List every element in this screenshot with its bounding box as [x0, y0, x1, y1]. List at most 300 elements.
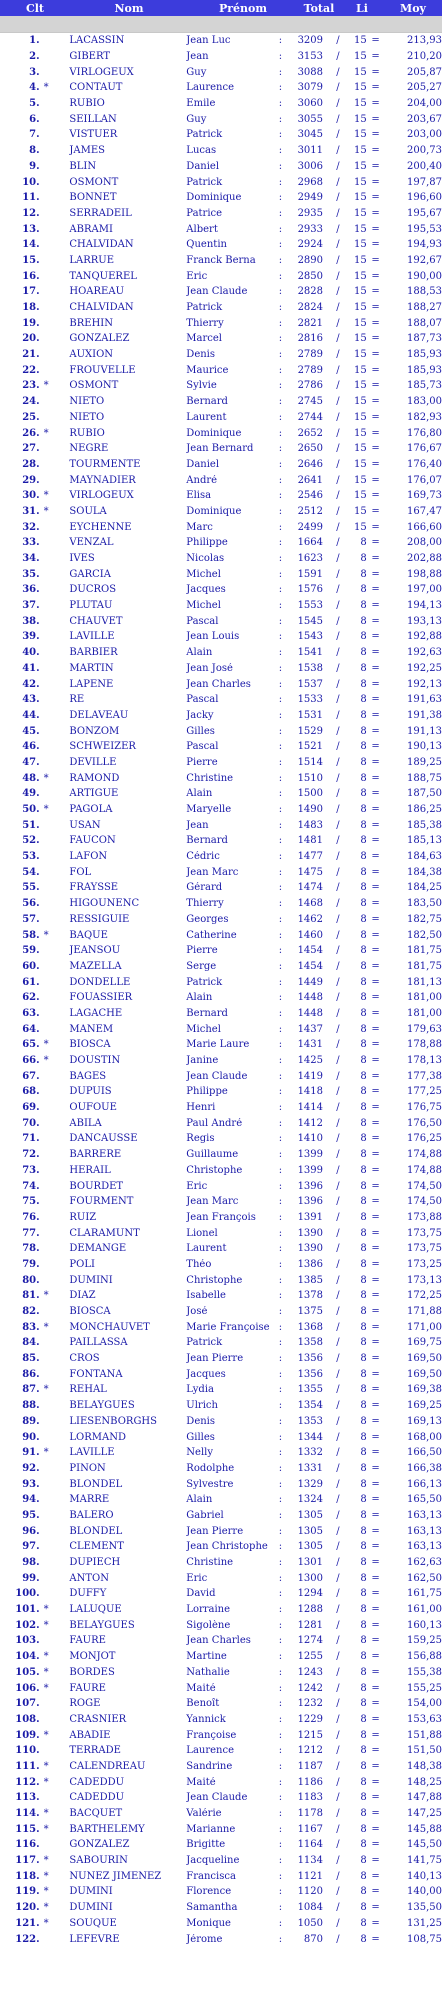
- table-row: [0, 566, 442, 582]
- total-cell: 1521: [297, 741, 324, 753]
- slash-separator: /: [336, 913, 340, 925]
- female-marker: *: [43, 1886, 49, 1898]
- rank-cell: 25.: [22, 411, 40, 423]
- prenom-cell: Nathalie: [186, 1666, 230, 1678]
- total-cell: 3079: [297, 82, 324, 94]
- moy-cell: 165,50: [406, 1494, 442, 1506]
- equals-separator: =: [371, 1619, 380, 1631]
- female-marker: *: [43, 427, 49, 439]
- li-cell: 15: [353, 207, 367, 219]
- prenom-cell: Alain: [186, 992, 213, 1004]
- slash-separator: /: [336, 1604, 340, 1616]
- table-row: [0, 1351, 442, 1367]
- moy-cell: 186,25: [406, 804, 442, 816]
- rank-cell: 3.: [29, 66, 40, 78]
- slash-separator: /: [336, 1682, 340, 1694]
- female-marker: *: [43, 1604, 49, 1616]
- prenom-cell: Alain: [186, 647, 213, 659]
- total-cell: 1474: [297, 882, 324, 894]
- nom-cell: BARBIER: [69, 647, 118, 659]
- nom-cell: BONNET: [69, 192, 117, 204]
- rank-cell: 116.: [15, 1839, 40, 1851]
- table-row: [0, 284, 442, 300]
- rank-cell: 78.: [22, 1243, 40, 1255]
- li-cell: 8: [360, 647, 367, 659]
- moy-cell: 178,88: [406, 1039, 442, 1051]
- nom-cell: DUFFY: [69, 1588, 107, 1600]
- nom-cell: PAGOLA: [69, 804, 113, 816]
- li-cell: 15: [353, 239, 367, 251]
- prenom-cell: Samantha: [186, 1902, 238, 1914]
- moy-cell: 198,88: [406, 568, 442, 580]
- total-cell: 2745: [297, 396, 324, 408]
- moy-cell: 169,73: [406, 490, 442, 502]
- total-cell: 1385: [297, 1274, 324, 1286]
- female-marker: *: [43, 1384, 49, 1396]
- equals-separator: =: [371, 1792, 380, 1804]
- colon-separator: :: [278, 1290, 283, 1302]
- table-row: [0, 1806, 442, 1822]
- table-row: [0, 1523, 442, 1539]
- rank-cell: 82.: [22, 1306, 40, 1318]
- colon-separator: :: [278, 1227, 283, 1239]
- table-row: [0, 441, 442, 457]
- slash-separator: /: [336, 1086, 340, 1098]
- total-cell: 1305: [297, 1541, 324, 1553]
- colon-separator: :: [278, 1902, 283, 1914]
- li-cell: 8: [360, 1258, 367, 1270]
- li-cell: 15: [353, 66, 367, 78]
- equals-separator: =: [371, 882, 380, 894]
- rank-cell: 33.: [22, 537, 40, 549]
- table-row: [0, 1319, 442, 1335]
- li-cell: 15: [353, 443, 367, 455]
- moy-cell: 148,25: [406, 1776, 442, 1788]
- colon-separator: :: [278, 1415, 283, 1427]
- total-cell: 2512: [297, 505, 324, 517]
- moy-cell: 151,88: [406, 1729, 442, 1741]
- total-cell: 3011: [297, 145, 324, 157]
- prenom-cell: Patrice: [186, 207, 223, 219]
- female-marker: *: [43, 1619, 49, 1631]
- nom-cell: DUMINI: [69, 1902, 113, 1914]
- equals-separator: =: [371, 1196, 380, 1208]
- moy-cell: 181,75: [406, 945, 442, 957]
- li-cell: 8: [360, 1870, 367, 1882]
- prenom-cell: Laurent: [186, 411, 227, 423]
- nom-cell: BELAYGUES: [69, 1619, 135, 1631]
- moy-cell: 183,00: [406, 396, 442, 408]
- nom-cell: NUNEZ JIMENEZ: [69, 1870, 162, 1882]
- prenom-cell: Quentin: [186, 239, 227, 251]
- moy-cell: 166,38: [406, 1462, 442, 1474]
- rank-cell: 41.: [22, 662, 40, 674]
- equals-separator: =: [371, 804, 380, 816]
- equals-separator: =: [371, 1541, 380, 1553]
- prenom-cell: Laurence: [186, 82, 234, 94]
- nom-cell: CLEMENT: [69, 1541, 124, 1553]
- li-cell: 8: [360, 1855, 367, 1867]
- rank-cell: 92.: [22, 1462, 40, 1474]
- slash-separator: /: [336, 474, 340, 486]
- colon-separator: :: [278, 1321, 283, 1333]
- moy-cell: 178,13: [406, 1055, 442, 1067]
- slash-separator: /: [336, 1870, 340, 1882]
- prenom-cell: Jean Claude: [186, 286, 248, 298]
- rank-cell: 109.: [15, 1729, 40, 1741]
- colon-separator: :: [278, 35, 283, 47]
- female-marker: *: [43, 1039, 49, 1051]
- table-row: [0, 1476, 442, 1492]
- nom-cell: BARTHELEMY: [69, 1823, 145, 1835]
- rank-cell: 89.: [22, 1415, 40, 1427]
- equals-separator: =: [371, 443, 380, 455]
- total-cell: 1418: [297, 1086, 324, 1098]
- female-marker: *: [43, 1823, 49, 1835]
- nom-cell: BACQUET: [69, 1808, 123, 1820]
- table-row: [0, 786, 442, 802]
- slash-separator: /: [336, 1431, 340, 1443]
- moy-cell: 185,38: [406, 819, 442, 831]
- colon-separator: :: [278, 1823, 283, 1835]
- slash-separator: /: [336, 851, 340, 863]
- equals-separator: =: [371, 929, 380, 941]
- moy-cell: 174,88: [406, 1164, 442, 1176]
- moy-cell: 184,38: [406, 866, 442, 878]
- total-cell: 2821: [297, 317, 324, 329]
- moy-cell: 205,27: [406, 82, 442, 94]
- table-row: [0, 49, 442, 65]
- li-cell: 8: [360, 788, 367, 800]
- prenom-cell: Maryelle: [186, 804, 232, 816]
- total-cell: 1454: [297, 945, 324, 957]
- li-cell: 8: [360, 1886, 367, 1898]
- total-cell: 1460: [297, 929, 324, 941]
- total-cell: 1167: [297, 1823, 324, 1835]
- table-row: [0, 1414, 442, 1430]
- slash-separator: /: [336, 270, 340, 282]
- total-cell: 2646: [297, 458, 324, 470]
- rank-cell: 107.: [15, 1698, 40, 1710]
- rank-cell: 64.: [22, 1023, 40, 1035]
- slash-separator: /: [336, 1462, 340, 1474]
- moy-cell: 148,38: [406, 1760, 442, 1772]
- rank-cell: 27.: [22, 443, 40, 455]
- rank-cell: 36.: [22, 584, 40, 596]
- table-row: [0, 1053, 442, 1069]
- li-cell: 8: [360, 1133, 367, 1145]
- table-row: [0, 1037, 442, 1053]
- slash-separator: /: [336, 427, 340, 439]
- prenom-cell: Maité: [186, 1776, 216, 1788]
- li-cell: 15: [353, 270, 367, 282]
- colon-separator: :: [278, 129, 283, 141]
- nom-cell: BIOSCA: [69, 1306, 111, 1318]
- rank-cell: 12.: [22, 207, 40, 219]
- equals-separator: =: [371, 1760, 380, 1772]
- total-cell: 2968: [297, 176, 324, 188]
- rank-cell: 108.: [15, 1713, 40, 1725]
- slash-separator: /: [336, 866, 340, 878]
- equals-separator: =: [371, 490, 380, 502]
- slash-separator: /: [336, 615, 340, 627]
- nom-cell: LAVILLE: [69, 631, 115, 643]
- rank-cell: 112.: [15, 1776, 40, 1788]
- colon-separator: :: [278, 66, 283, 78]
- colon-separator: :: [278, 145, 283, 157]
- moy-cell: 167,47: [406, 505, 442, 517]
- nom-cell: TOURMENTE: [69, 458, 141, 470]
- equals-separator: =: [371, 1007, 380, 1019]
- nom-cell: PAILLASSA: [69, 1337, 128, 1349]
- prenom-cell: Nelly: [186, 1447, 214, 1459]
- table-row: [0, 1304, 442, 1320]
- nom-cell: RUIZ: [69, 1211, 97, 1223]
- colon-separator: :: [278, 1760, 283, 1772]
- prenom-cell: Guy: [186, 66, 207, 78]
- rank-cell: 51.: [22, 819, 40, 831]
- colon-separator: :: [278, 302, 283, 314]
- equals-separator: =: [371, 1698, 380, 1710]
- total-cell: 1386: [297, 1258, 324, 1270]
- total-cell: 1399: [297, 1149, 324, 1161]
- nom-cell: SABOURIN: [69, 1855, 128, 1867]
- li-cell: 15: [353, 302, 367, 314]
- total-cell: 1538: [297, 662, 324, 674]
- prenom-cell: Michel: [186, 568, 221, 580]
- total-cell: 3045: [297, 129, 324, 141]
- total-cell: 1510: [297, 772, 324, 784]
- moy-cell: 195,67: [406, 207, 442, 219]
- moy-cell: 108,75: [406, 1933, 442, 1945]
- nom-cell: LACASSIN: [69, 35, 125, 47]
- moy-cell: 195,53: [406, 223, 442, 235]
- prenom-cell: Lorraine: [186, 1604, 231, 1616]
- slash-separator: /: [336, 647, 340, 659]
- li-cell: 8: [360, 1211, 367, 1223]
- table-row: [0, 159, 442, 175]
- prenom-cell: Sandrine: [186, 1760, 233, 1772]
- colon-separator: :: [278, 615, 283, 627]
- slash-separator: /: [336, 1572, 340, 1584]
- equals-separator: =: [371, 537, 380, 549]
- table-row: [0, 1790, 442, 1806]
- table-row: [0, 582, 442, 598]
- prenom-cell: Lydia: [186, 1384, 214, 1396]
- rank-cell: 71.: [22, 1133, 40, 1145]
- moy-cell: 192,67: [406, 254, 442, 266]
- female-marker: *: [43, 1290, 49, 1302]
- li-cell: 8: [360, 725, 367, 737]
- nom-cell: OSMONT: [69, 380, 119, 392]
- li-cell: 8: [360, 1321, 367, 1333]
- header-li: Li: [356, 1, 368, 15]
- li-cell: 8: [360, 1682, 367, 1694]
- equals-separator: =: [371, 1306, 380, 1318]
- li-cell: 8: [360, 1353, 367, 1365]
- rank-cell: 67.: [22, 1070, 40, 1082]
- total-cell: 1281: [297, 1619, 324, 1631]
- moy-cell: 213,93: [406, 35, 442, 47]
- nom-cell: VENZAL: [69, 537, 114, 549]
- rank-cell: 37.: [22, 600, 40, 612]
- nom-cell: PLUTAU: [69, 600, 113, 612]
- rank-cell: 70.: [22, 1117, 40, 1129]
- rank-cell: 48.: [22, 772, 40, 784]
- slash-separator: /: [336, 82, 340, 94]
- moy-cell: 202,88: [406, 553, 442, 565]
- rank-cell: 13.: [22, 223, 40, 235]
- colon-separator: :: [278, 1102, 283, 1114]
- equals-separator: =: [371, 1321, 380, 1333]
- nom-cell: DUPIECH: [69, 1557, 121, 1569]
- slash-separator: /: [336, 929, 340, 941]
- li-cell: 8: [360, 1808, 367, 1820]
- nom-cell: DELAVEAU: [69, 709, 129, 721]
- rank-cell: 10.: [22, 176, 40, 188]
- rank-cell: 17.: [22, 286, 40, 298]
- rank-cell: 11.: [22, 192, 40, 204]
- rank-cell: 7.: [29, 129, 40, 141]
- colon-separator: :: [278, 1180, 283, 1192]
- prenom-cell: Sylvie: [186, 380, 217, 392]
- nom-cell: LIESENBORGHS: [69, 1415, 158, 1427]
- total-cell: 1243: [297, 1666, 324, 1678]
- total-cell: 2935: [297, 207, 324, 219]
- slash-separator: /: [336, 317, 340, 329]
- prenom-cell: Jacques: [186, 584, 226, 596]
- nom-cell: LAVILLE: [69, 1447, 115, 1459]
- nom-cell: FRAYSSE: [69, 882, 119, 894]
- prenom-cell: Jérome: [186, 1933, 223, 1945]
- table-row: [0, 1163, 442, 1179]
- colon-separator: :: [278, 1243, 283, 1255]
- prenom-cell: Jacques: [186, 1368, 226, 1380]
- table-row: [0, 661, 442, 677]
- total-cell: 1448: [297, 1007, 324, 1019]
- moy-cell: 192,63: [406, 647, 442, 659]
- equals-separator: =: [371, 1745, 380, 1757]
- li-cell: 8: [360, 1290, 367, 1302]
- equals-separator: =: [371, 160, 380, 172]
- nom-cell: NIETO: [69, 411, 105, 423]
- table-row: [0, 1916, 442, 1932]
- rank-cell: 26.: [22, 427, 40, 439]
- rank-cell: 86.: [22, 1368, 40, 1380]
- colon-separator: :: [278, 317, 283, 329]
- colon-separator: :: [278, 1933, 283, 1945]
- rank-cell: 97.: [22, 1541, 40, 1553]
- equals-separator: =: [371, 1509, 380, 1521]
- table-row: [0, 190, 442, 206]
- slash-separator: /: [336, 584, 340, 596]
- equals-separator: =: [371, 1447, 380, 1459]
- nom-cell: SEILLAN: [69, 113, 117, 125]
- table-header: [0, 0, 442, 16]
- slash-separator: /: [336, 1525, 340, 1537]
- nom-cell: LAFON: [69, 851, 108, 863]
- equals-separator: =: [371, 772, 380, 784]
- nom-cell: JAMES: [69, 145, 106, 157]
- rank-cell: 69.: [22, 1102, 40, 1114]
- total-cell: 1425: [297, 1055, 324, 1067]
- slash-separator: /: [336, 945, 340, 957]
- equals-separator: =: [371, 1055, 380, 1067]
- colon-separator: :: [278, 1431, 283, 1443]
- equals-separator: =: [371, 1808, 380, 1820]
- colon-separator: :: [278, 270, 283, 282]
- table-row: [0, 974, 442, 990]
- li-cell: 8: [360, 1619, 367, 1631]
- equals-separator: =: [371, 1839, 380, 1851]
- nom-cell: HIGOUNENC: [69, 898, 140, 910]
- moy-cell: 169,13: [406, 1415, 442, 1427]
- table-row: [0, 1115, 442, 1131]
- moy-cell: 155,25: [406, 1682, 442, 1694]
- nom-cell: GONZALEZ: [69, 333, 130, 345]
- equals-separator: =: [371, 223, 380, 235]
- total-cell: 1344: [297, 1431, 324, 1443]
- prenom-cell: Jean Pierre: [186, 1353, 244, 1365]
- prenom-cell: Pascal: [186, 615, 219, 627]
- rank-cell: 99.: [22, 1572, 40, 1584]
- slash-separator: /: [336, 1164, 340, 1176]
- table-row: [0, 1821, 442, 1837]
- table-row: [0, 1429, 442, 1445]
- moy-cell: 177,38: [406, 1070, 442, 1082]
- moy-cell: 140,13: [406, 1870, 442, 1882]
- table-row: [0, 362, 442, 378]
- total-cell: 1396: [297, 1196, 324, 1208]
- rank-cell: 111.: [15, 1760, 40, 1772]
- rank-cell: 44.: [22, 709, 40, 721]
- total-cell: 870: [303, 1933, 324, 1945]
- female-marker: *: [43, 1808, 49, 1820]
- prenom-cell: Emile: [186, 98, 216, 110]
- table-row: [0, 1241, 442, 1257]
- prenom-cell: Dominique: [186, 192, 242, 204]
- equals-separator: =: [371, 662, 380, 674]
- slash-separator: /: [336, 1117, 340, 1129]
- rank-cell: 35.: [22, 568, 40, 580]
- colon-separator: :: [278, 1713, 283, 1725]
- slash-separator: /: [336, 1855, 340, 1867]
- equals-separator: =: [371, 1415, 380, 1427]
- slash-separator: /: [336, 960, 340, 972]
- rank-cell: 122.: [15, 1933, 40, 1945]
- table-row: [0, 1021, 442, 1037]
- colon-separator: :: [278, 1117, 283, 1129]
- total-cell: 1084: [297, 1902, 324, 1914]
- equals-separator: =: [371, 239, 380, 251]
- equals-separator: =: [371, 1400, 380, 1412]
- rank-cell: 46.: [22, 741, 40, 753]
- colon-separator: :: [278, 537, 283, 549]
- rank-cell: 38.: [22, 615, 40, 627]
- table-row: [0, 33, 442, 49]
- moy-cell: 172,25: [406, 1290, 442, 1302]
- li-cell: 8: [360, 1274, 367, 1286]
- li-cell: 15: [353, 380, 367, 392]
- slash-separator: /: [336, 333, 340, 345]
- slash-separator: /: [336, 1588, 340, 1600]
- colon-separator: :: [278, 866, 283, 878]
- colon-separator: :: [278, 1384, 283, 1396]
- table-row: [0, 1210, 442, 1226]
- colon-separator: :: [278, 1462, 283, 1474]
- li-cell: 8: [360, 1698, 367, 1710]
- li-cell: 8: [360, 1007, 367, 1019]
